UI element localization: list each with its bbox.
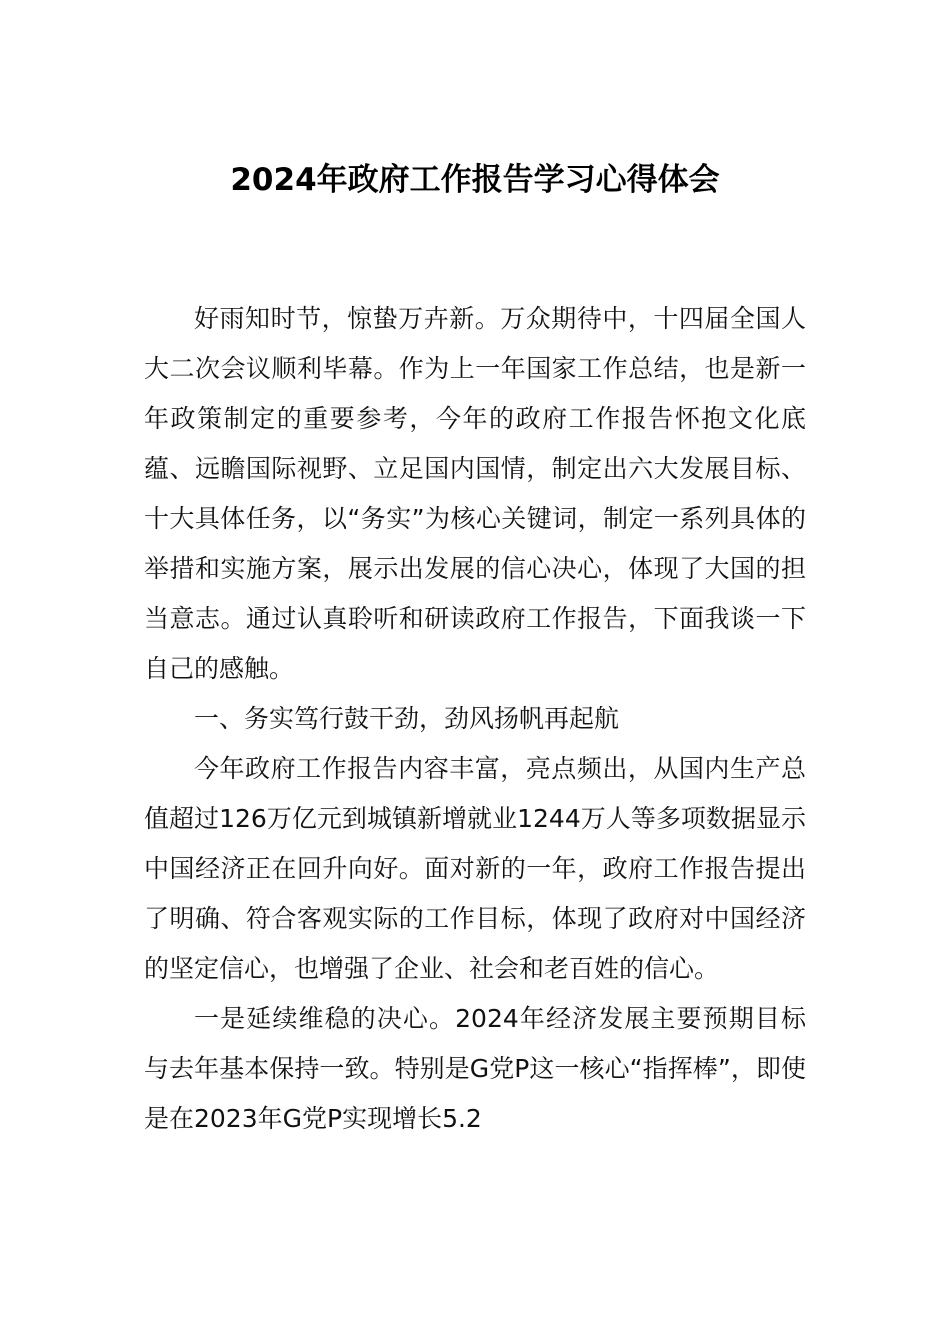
paragraph-section-1: 今年政府工作报告内容丰富，亮点频出，从国内生产总值超过126万亿元到城镇新增就业1244万人等多项数据显示中国经济正在回升向好。面对新的一年，政府工作报告提出了明确、符合客观实际的工作目标，体现了政府对中国经济的坚定信心，也增强了企业、社会和老百姓的信心。 [144,754,806,983]
document-title: 2024年政府工作报告学习心得体会 [230,162,720,198]
document-body [144,294,806,1144]
paragraph-point-1: 一是延续维稳的决心。2024年经济发展主要预期目标与去年基本保持一致。特别是G党P这一核心“指挥棒”，即使是在2023年G党P实现增长5.2 [144,1004,806,1133]
paragraph-intro: 好雨知时节，惊蛰万卉新。万众期待中，十四届全国人大二次会议顺利毕幕。作为上一年国家工作总结，也是新一年政策制定的重要参考，今年的政府工作报告怀抱文化底蕴、远瞻国际视野、立足国内国情，制定出六大发展目标、十大具体任务，以“务实”为核心关键词，制定一系列具体的举措和实施方案，展示出发展的信心决心，体现了大国的担当意志。通过认真聆听和研读政府工作报告，下面我谈一下自己的感触。 [144,304,806,683]
section-heading-1: 一、务实笃行鼓干劲，劲风扬帆再起航 [194,704,620,733]
